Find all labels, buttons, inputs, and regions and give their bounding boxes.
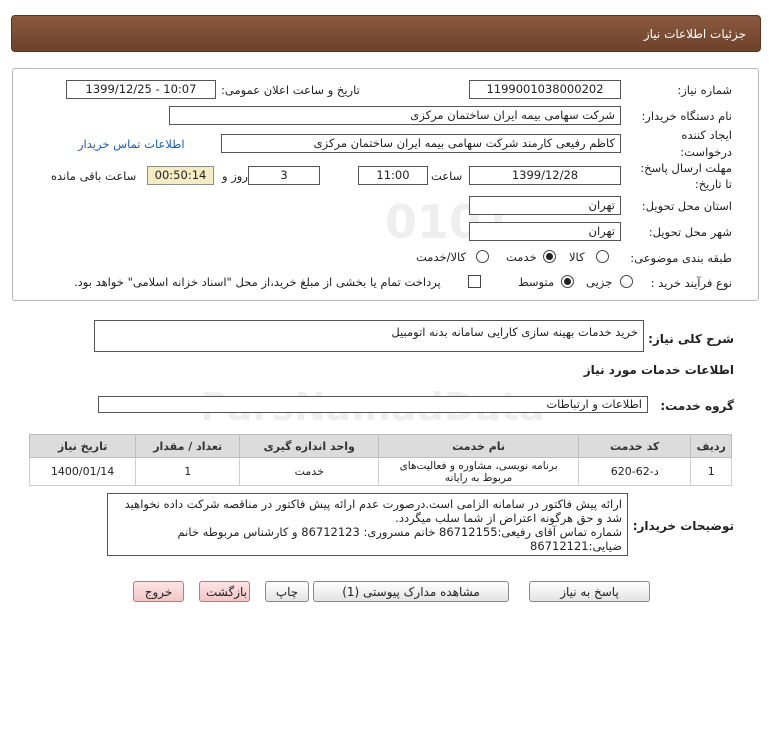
buyer-notes-line-2: شماره تماس آقای رفیعی:86712155 خانم مسروری: 86712123 و کارشناس مربوطه خانم ضیایی:86712121	[177, 525, 622, 553]
creator-label-1: ایجاد کننده	[681, 128, 732, 142]
process-medium-label: متوسط	[518, 275, 555, 289]
announce-label: تاریخ و ساعت اعلان عمومی:	[221, 83, 360, 97]
category-label: طبقه بندی موضوعی:	[630, 251, 732, 265]
table-row	[30, 458, 732, 486]
category-goods-service-radio[interactable]	[476, 250, 489, 263]
col-header-service-code: کد خدمت	[578, 435, 691, 458]
province-field: تهران	[469, 196, 621, 215]
creator-label-2: درخواست:	[680, 145, 732, 159]
days-label: روز و	[222, 169, 248, 183]
category-service-radio[interactable]	[543, 250, 556, 263]
need-number-field: 1199001038000202	[469, 80, 621, 99]
summary-label: شرح کلی نیاز:	[648, 332, 734, 346]
service-group-label: گروه خدمت:	[660, 399, 734, 413]
col-header-row-num: ردیف	[691, 435, 732, 458]
exit-button[interactable]: خروج	[133, 581, 184, 602]
days-field: 3	[248, 166, 320, 185]
page-title: جزئیات اطلاعات نیاز	[643, 27, 746, 41]
city-field: تهران	[469, 222, 621, 241]
remaining-time-field: 00:50:14	[147, 166, 214, 185]
view-attachments-button[interactable]: مشاهده مدارک پیوستی (1)	[313, 581, 509, 602]
category-goods-label: کالا	[569, 250, 585, 264]
cell-need-date: 1400/01/14	[30, 458, 136, 486]
cell-quantity: 1	[136, 458, 240, 486]
need-number-label: شماره نیاز:	[677, 83, 732, 97]
page-header	[11, 15, 761, 52]
process-small-radio[interactable]	[620, 275, 633, 288]
creator-field: کاظم رفیعی کارمند شرکت سهامی بیمه ایران ساختمان مرکزی	[221, 134, 621, 153]
buyer-notes-label: توضیحات خریدار:	[632, 519, 734, 533]
service-group-field: اطلاعات و ارتباطات	[98, 396, 648, 413]
buyer-org-label: نام دستگاه خریدار:	[641, 109, 732, 123]
col-header-unit: واحد اندازه گیری	[240, 435, 379, 458]
services-section-title: اطلاعات خدمات مورد نیاز	[583, 363, 734, 377]
buyer-notes-box	[107, 493, 628, 556]
col-header-quantity: تعداد / مقدار	[136, 435, 240, 458]
remaining-label: ساعت باقی مانده	[51, 169, 137, 183]
treasury-payment-note: پرداخت تمام یا بخشی از مبلغ خرید،از محل "اسناد خزانه اسلامی" خواهد بود.	[74, 275, 441, 289]
reply-button[interactable]: پاسخ به نیاز	[529, 581, 650, 602]
summary-field: خرید خدمات بهینه سازی کارایی سامانه بدنه اتومبیل	[94, 320, 644, 352]
process-medium-radio[interactable]	[561, 275, 574, 288]
deadline-date-field: 1399/12/28	[469, 166, 621, 185]
deadline-label-2: تا تاریخ:	[694, 177, 732, 191]
province-label: استان محل تحویل:	[641, 199, 732, 213]
cell-row-num: 1	[691, 458, 732, 486]
print-button[interactable]: چاپ	[265, 581, 309, 602]
table-header-row	[30, 435, 732, 458]
buyer-org-field: شرکت سهامی بیمه ایران ساختمان مرکزی	[169, 106, 621, 125]
cell-unit: خدمت	[240, 458, 379, 486]
services-table	[29, 434, 732, 486]
col-header-service-name: نام خدمت	[379, 435, 579, 458]
buyer-contact-link[interactable]: اطلاعات تماس خریدار	[78, 137, 185, 151]
treasury-payment-checkbox[interactable]	[468, 275, 481, 288]
city-label: شهر محل تحویل:	[648, 225, 732, 239]
buyer-notes-line-1: ارائه پیش فاکتور در سامانه الزامی است.درصورت عدم ارائه پیش فاکتور در مناقصه شرکت داده نخواهید شد و حق هرگونه اعتراض از شما سلب میگردد.	[124, 497, 622, 525]
deadline-time-field: 11:00	[358, 166, 428, 185]
col-header-need-date: تاریخ نیاز	[30, 435, 136, 458]
cell-service-code: د-62-620	[578, 458, 691, 486]
category-goods-radio[interactable]	[596, 250, 609, 263]
category-goods-service-label: کالا/خدمت	[416, 250, 467, 264]
cell-service-name: برنامه نویسی، مشاوره و فعالیت‌های مربوط به رایانه	[379, 458, 579, 486]
category-service-label: خدمت	[506, 250, 537, 264]
deadline-time-label: ساعت	[431, 169, 463, 183]
announce-field: 1399/12/25 - 10:07	[66, 80, 216, 99]
process-small-label: جزیی	[586, 275, 613, 289]
back-button[interactable]: بازگشت	[199, 581, 250, 602]
process-label: نوع فرآیند خرید :	[650, 276, 732, 290]
deadline-label-1: مهلت ارسال پاسخ:	[640, 161, 732, 175]
